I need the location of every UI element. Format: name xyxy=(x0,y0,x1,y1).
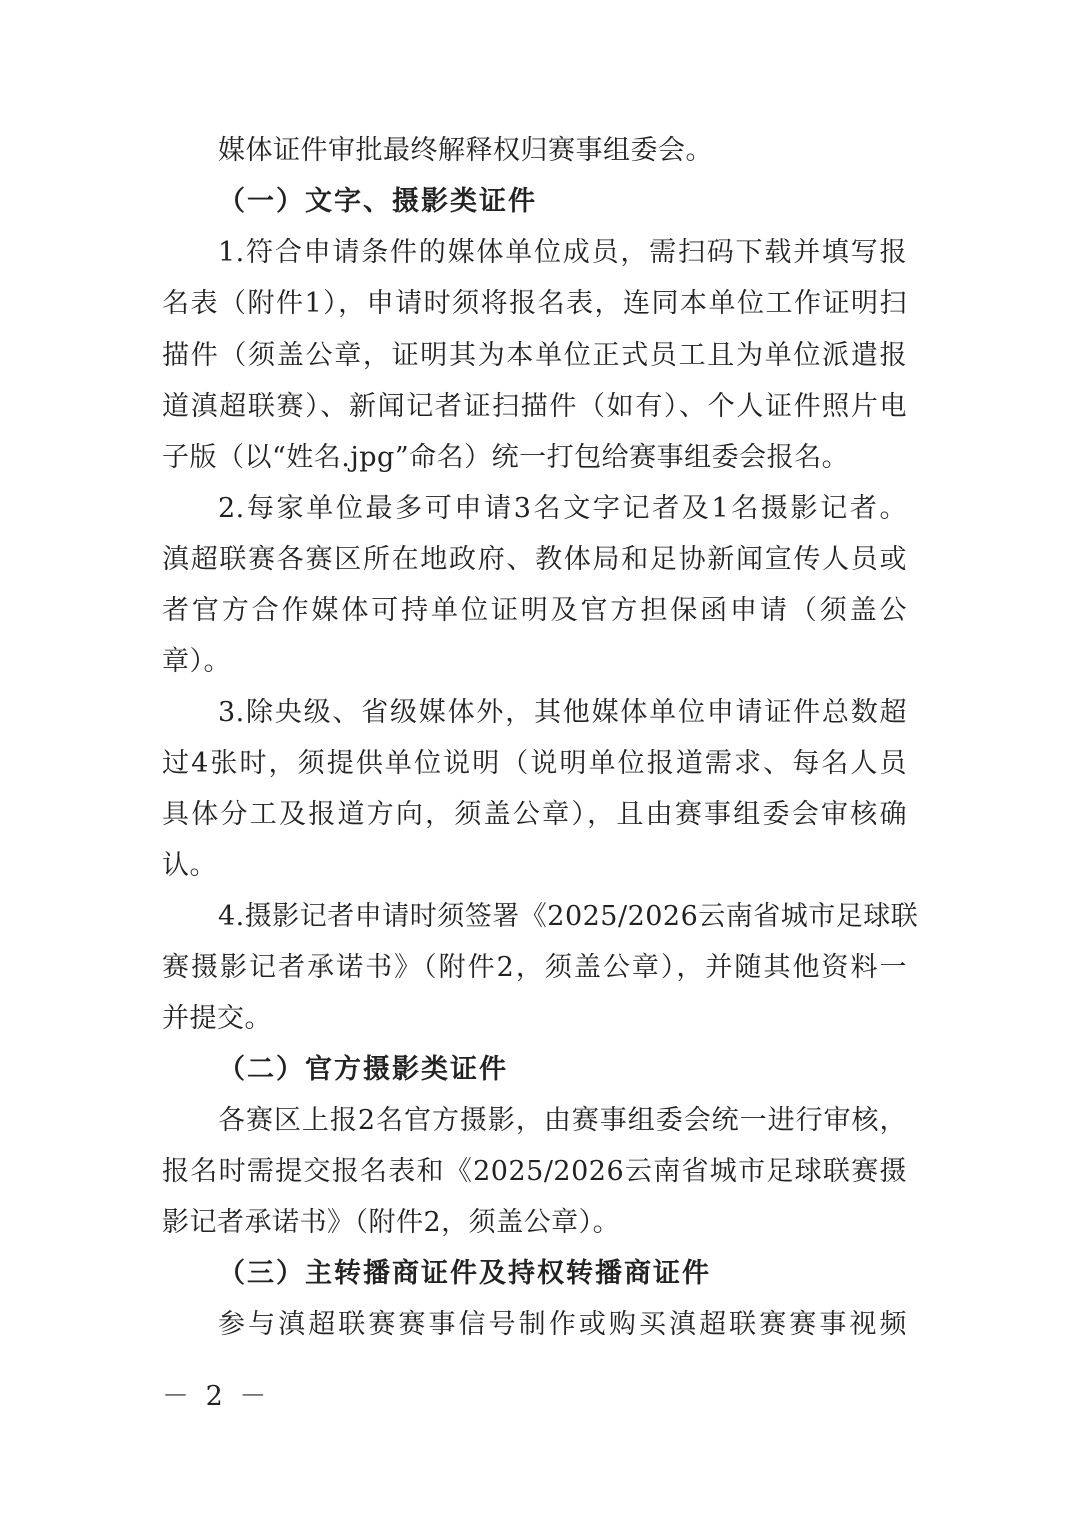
text-line: 并提交。 xyxy=(162,1003,272,1034)
text-line: 认。 xyxy=(162,850,217,881)
text-line: 3.除央级、省级媒体外，其他媒体单位申请证件总数超 xyxy=(218,697,907,728)
text-line: 过4张时，须提供单位说明（说明单位报道需求、每名人员 xyxy=(162,748,907,779)
text-line: 描件（须盖公章，证明其为本单位正式员工且为单位派遣报 xyxy=(162,340,907,371)
text-line: 报名时需提交报名表和《2025/2026云南省城市足球联赛摄 xyxy=(162,1156,907,1187)
text-line: 媒体证件审批最终解释权归赛事组委会。 xyxy=(218,135,713,166)
text-line: 滇超联赛各赛区所在地政府、教体局和足协新闻宣传人员或 xyxy=(162,544,907,575)
section-heading-2: （二）官方摄影类证件 xyxy=(218,1054,508,1085)
text-line: 1.符合申请条件的媒体单位成员，需扫码下载并填写报 xyxy=(218,237,907,268)
page-number: － 2 － xyxy=(162,1381,271,1412)
section-heading-3: （三）主转播商证件及持权转播商证件 xyxy=(218,1258,711,1289)
text-line: 道滇超联赛）、新闻记者证扫描件（如有）、个人证件照片电 xyxy=(162,391,907,422)
section-heading-1: （一）文字、摄影类证件 xyxy=(218,186,537,217)
text-line: 子版（以“姓名.jpg”命名）统一打包给赛事组委会报名。 xyxy=(162,442,850,473)
text-line: 章）。 xyxy=(162,646,231,677)
text-line: 各赛区上报2名官方摄影，由赛事组委会统一进行审核， xyxy=(218,1105,907,1136)
text-line: 名表（附件1），申请时须将报名表，连同本单位工作证明扫 xyxy=(162,288,907,319)
text-line: 者官方合作媒体可持单位证明及官方担保函申请（须盖公 xyxy=(162,595,907,626)
text-line: 影记者承诺书》（附件2，须盖公章）。 xyxy=(162,1207,621,1238)
text-line: 参与滇超联赛赛事信号制作或购买滇超联赛赛事视频 xyxy=(218,1309,907,1340)
text-line: 4.摄影记者申请时须签署《2025/2026云南省城市足球联 xyxy=(218,901,919,932)
text-line: 赛摄影记者承诺书》（附件2，须盖公章），并随其他资料一 xyxy=(162,952,907,983)
text-line: 2.每家单位最多可申请3名文字记者及1名摄影记者。 xyxy=(218,493,907,524)
text-line: 具体分工及报道方向，须盖公章），且由赛事组委会审核确 xyxy=(162,799,907,830)
